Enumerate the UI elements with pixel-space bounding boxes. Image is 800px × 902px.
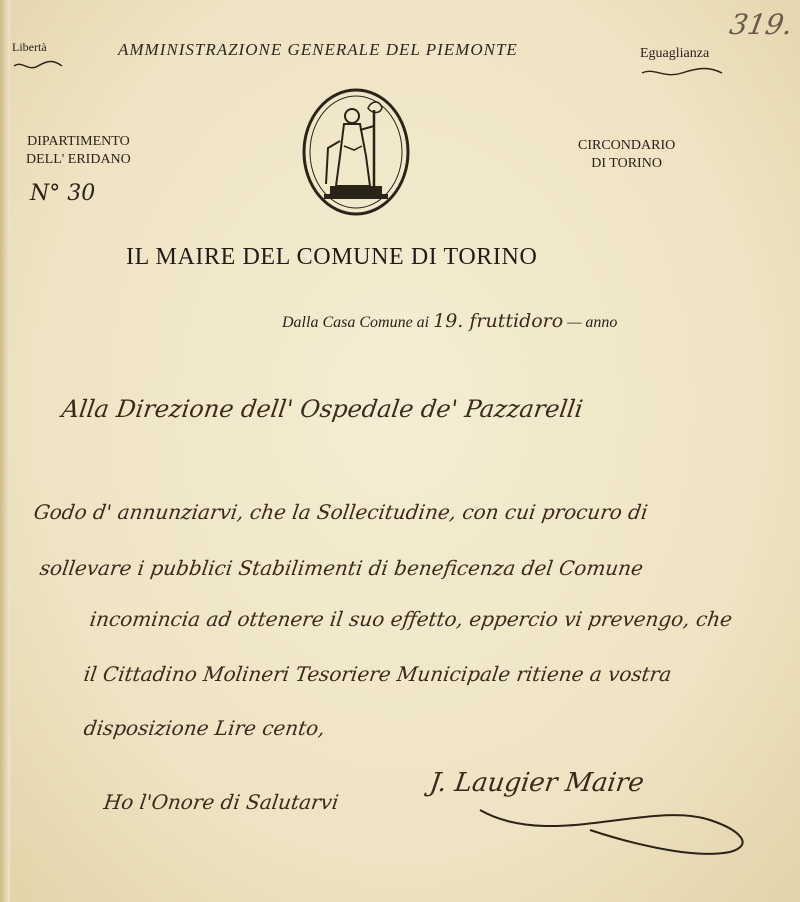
dateline-suffix: — anno [567, 314, 618, 331]
document-number: N° 30 [30, 181, 96, 206]
closing-salutation: Ho l'Onore di Salutarvi [102, 790, 341, 814]
flourish-icon [640, 66, 724, 80]
page-title: IL MAIRE DEL COMUNE DI TORINO [126, 244, 538, 270]
binding-edge [0, 0, 10, 902]
dateline-printed: Dalla Casa Comune ai [282, 314, 430, 331]
body-line-4: il Cittadino Molineri Tesoriere Municipale ritiene a vostra [82, 662, 674, 686]
folio-number: 319. [727, 8, 796, 41]
district-line-1: CIRCONDARIO [578, 138, 676, 153]
dateline [282, 310, 617, 332]
body-line-2: sollevare i pubblici Stabilimenti di beneficenza del Comune [38, 556, 645, 580]
signature-flourish-icon [470, 790, 760, 860]
motto-eguaglianza: Eguaglianza [640, 46, 710, 61]
flourish-icon [12, 58, 64, 74]
motto-liberta: Libertà [12, 40, 47, 54]
department-label [26, 133, 131, 169]
administration-title: AMMINISTRAZIONE GENERALE DEL PIEMONTE [118, 40, 518, 59]
district-line-2: DI TORINO [591, 156, 662, 171]
department-line-1: DIPARTIMENTO [27, 134, 130, 149]
body-line-1: Godo d' annunziarvi, che la Sollecitudine, con cui procuro di [32, 500, 650, 524]
district-label [578, 137, 675, 173]
dateline-written: 19. fruttidoro [433, 310, 564, 332]
body-line-3: incomincia ad ottenere il suo effetto, eppercio vi prevengo, che [88, 607, 734, 631]
addressee: Alla Direzione dell' Ospedale de' Pazzarelli [60, 395, 585, 423]
body-line-5: disposizione Lire cento, [82, 716, 327, 740]
department-line-2: DELL' ERIDANO [26, 152, 131, 167]
signature: J. Laugier Maire [427, 768, 646, 798]
allegorical-figure-seal-icon [300, 86, 412, 218]
